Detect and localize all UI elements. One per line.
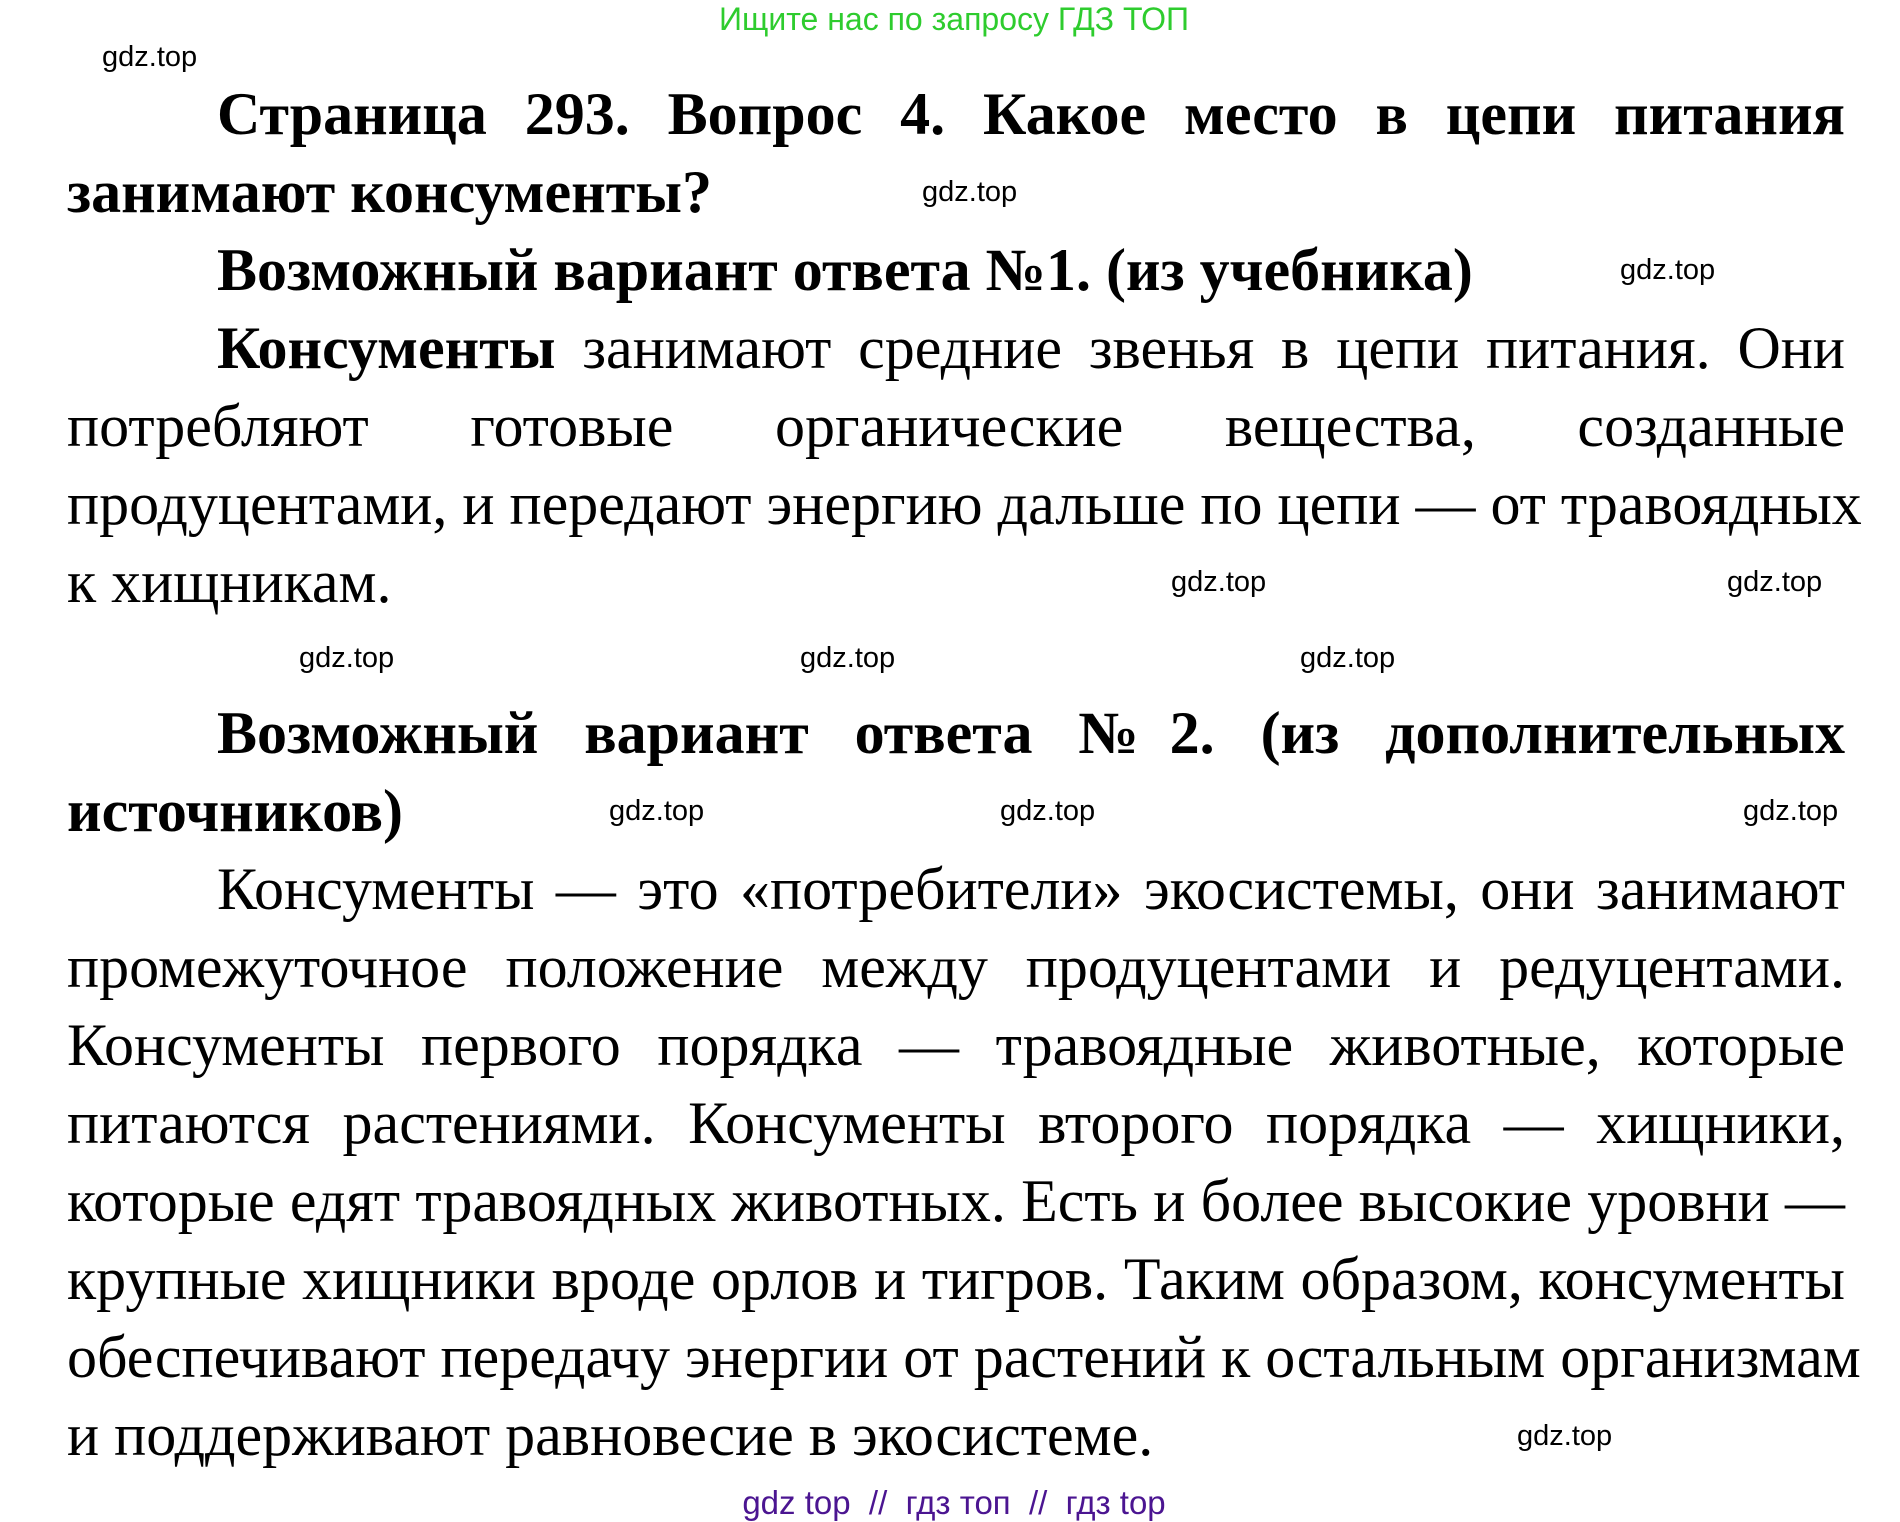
answer1-line-1-text: занимают средние звенья в цепи питания. Они xyxy=(555,315,1845,381)
watermark: gdz.top xyxy=(102,41,198,73)
answer2-line-6: крупные хищники вроде орлов и тигров. Таким образом, консументы xyxy=(67,1246,1845,1312)
answer1-heading: Возможный вариант ответа №1. (из учебника) xyxy=(217,237,1473,303)
question-title-line-2: занимают консументы? xyxy=(67,159,713,225)
answer1-bold-term: Консументы xyxy=(217,315,556,381)
answer2-line-8: и поддерживают равновесие в экосистеме. xyxy=(67,1402,1154,1468)
answer1-line-1 xyxy=(217,309,1845,387)
answer1-line-4: к хищникам. xyxy=(67,549,392,615)
answer2-line-7: обеспечивают передачу энергии от растений к остальным организмам xyxy=(67,1324,1861,1390)
header-banner: Ищите нас по запросу ГДЗ ТОП xyxy=(719,1,1189,37)
answer2-line-4: питаются растениями. Консументы второго порядка — хищники, xyxy=(67,1090,1845,1156)
answer1-line-2: потребляют готовые органические вещества, созданные xyxy=(67,393,1845,459)
watermark: gdz.top xyxy=(922,176,1018,208)
watermark: gdz.top xyxy=(1517,1420,1613,1452)
answer2-line-2: промежуточное положение между продуцентами и редуцентами. xyxy=(67,934,1845,1000)
watermark: gdz.top xyxy=(299,642,395,674)
watermark: gdz.top xyxy=(1000,795,1096,827)
watermark: gdz.top xyxy=(800,642,896,674)
watermark: gdz.top xyxy=(1743,795,1839,827)
answer2-heading-line-1: Возможный вариант ответа №2. (из дополнительных xyxy=(217,700,1845,766)
footer-banner: gdz top // гдз топ // гдз top xyxy=(742,1484,1166,1521)
watermark: gdz.top xyxy=(1300,642,1396,674)
watermark: gdz.top xyxy=(1171,566,1267,598)
answer2-line-5: которые едят травоядных животных. Есть и более высокие уровни — xyxy=(67,1168,1845,1234)
watermark: gdz.top xyxy=(1620,254,1716,286)
answer2-line-3: Консументы первого порядка — травоядные животные, которые xyxy=(67,1012,1845,1078)
watermark: gdz.top xyxy=(1727,566,1823,598)
watermark: gdz.top xyxy=(609,795,705,827)
answer2-line-1: Консументы — это «потребители» экосистемы, они занимают xyxy=(217,856,1845,922)
question-title-line-1: Страница 293. Вопрос 4. Какое место в цепи питания xyxy=(217,81,1845,147)
answer1-line-3: продуцентами, и передают энергию дальше по цепи — от травоядных xyxy=(67,471,1862,537)
answer2-heading-line-2: источников) xyxy=(67,778,403,844)
